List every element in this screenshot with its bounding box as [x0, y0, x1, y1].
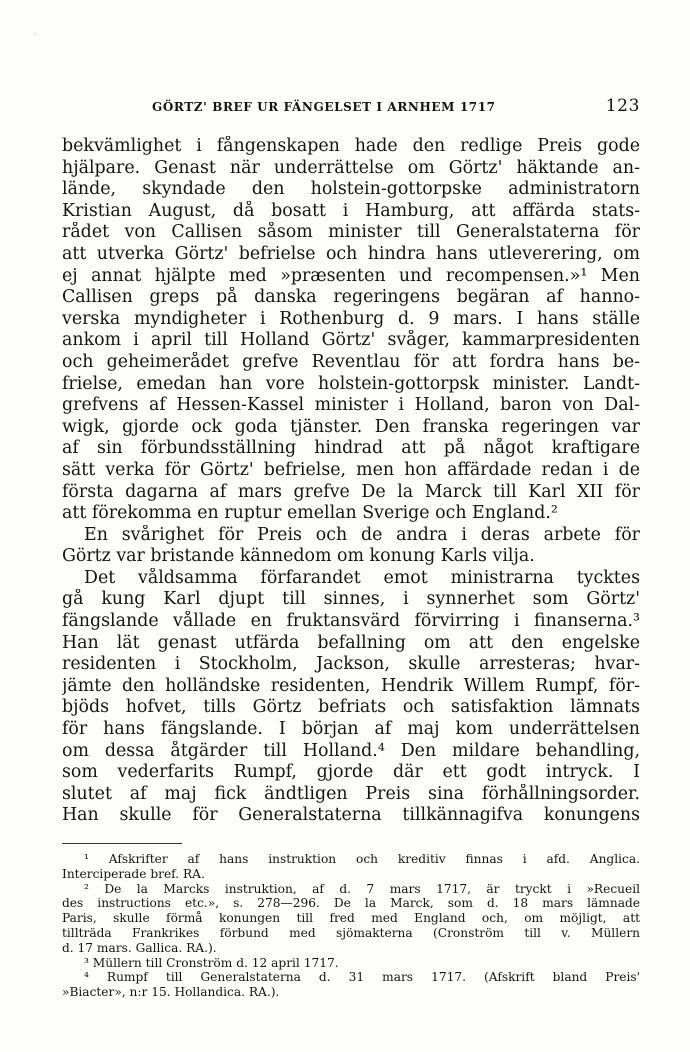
text-line: rådet von Callisen såsom minister till Generalstaterna för [62, 222, 640, 243]
footnote-line: ¹ Afskrifter af hans instruktion och kreditiv finnas i afd. Anglica. [84, 852, 640, 866]
text-line: bjöds hofvet, tills Görtz befriats och satisfaktion lämnats [62, 697, 640, 718]
text-line: ej annat hjälpte med »præsenten und recompensen.»¹ Men [62, 265, 640, 286]
scan-speck: · [34, 30, 37, 39]
book-page [62, 96, 640, 1000]
text-line: Kristian August, då bosatt i Hamburg, att affärda stats- [62, 200, 640, 221]
text-line: wigk, gjorde ock goda tjänster. Den franska regeringen var [62, 416, 640, 437]
text-line: som vederfarits Rumpf, gjorde där ett godt intryck. I [62, 762, 640, 783]
text-line: grefvens af Hessen-Kassel minister i Holland, baron von Dal- [62, 395, 640, 416]
footnote-rule [62, 843, 182, 844]
footnotes [62, 852, 640, 1000]
text-line: bekvämlighet i fångenskapen hade den redlige Preis gode [62, 136, 640, 156]
footnote-line: Paris, skulle förmå konungen till fred med England och, om möjligt, att [62, 911, 640, 926]
text-line: verska myndigheter i Rothenburg d. 9 mars. I hans ställe [62, 308, 640, 329]
text-line: hjälpare. Genast när underrättelse om Görtz' häktande an- [62, 157, 640, 178]
text-line: lände, skyndade den holstein-gottorpske administratorn [62, 179, 640, 200]
text-line: sätt verka för Görtz' befrielse, men hon affärdade redan i de [62, 459, 640, 480]
text-line: Görtz var bristande kännedom om konung Karls vilja. [62, 546, 535, 567]
text-line: om dessa åtgärder till Holland.⁴ Den mildare behandling, [62, 740, 640, 761]
footnote-line: »Biacter», n:r 15. Hollandica. RA.). [62, 985, 280, 1000]
text-line: Han skulle för Generalstaterna tillkännagifva konungens [62, 805, 640, 826]
text-line: att utverka Görtz' befrielse och hindra hans utleverering, om [62, 243, 640, 264]
running-header [62, 96, 640, 122]
footnote-line: d. 17 mars. Gallica. RA.). [62, 940, 217, 955]
text-line: för hans fängslande. I början af maj kom underrättelsen [62, 719, 640, 740]
text-line: första dagarna af mars grefve De la Marck till Karl XII för [62, 481, 640, 502]
text-line: frielse, emedan han vore holstein-gottorpsk minister. Landt- [62, 373, 640, 394]
text-line: att förekomma en ruptur emellan Sverige och England.² [62, 503, 558, 524]
text-line: och geheimerådet grefve Reventlau för att fordra hans be- [62, 351, 640, 372]
text-line: residenten i Stockholm, Jackson, skulle arresteras; hvar- [62, 654, 640, 675]
text-line: slutet af maj fick ändtligen Preis sina förhållningsorder. [62, 783, 640, 804]
text-line: af sin förbundsställning hindrad att på något kraftigare [62, 438, 640, 459]
footnote-line: des instructions etc.», s. 278—296. De la Marck, som d. 18 mars lämnade [62, 896, 640, 911]
text-line: En svårighet för Preis och de andra i deras arbete för [84, 524, 640, 545]
text-line: Det våldsamma förfarandet emot ministrarna tycktes [84, 567, 640, 588]
running-title: GÖRTZ' BREF UR FÄNGELSET I ARNHEM 1717 [152, 100, 496, 114]
text-line: jämte den holländske residenten, Hendrik Willem Rumpf, för- [62, 675, 640, 696]
footnote-line: tillträda Frankrikes förbund med sjömakterna (Cronström till v. Müllern [62, 925, 640, 940]
text-line: Callisen greps på danska regeringens begäran af hanno- [62, 287, 640, 308]
footnote-line: Interciperade bref. RA. [62, 866, 205, 881]
body-text [62, 136, 640, 827]
footnote-line: ⁴ Rumpf till Generalstaterna d. 31 mars 1717. (Afskrift bland Preis' [84, 970, 640, 985]
text-line: Han lät genast utfärda befallning om att den engelske [62, 632, 640, 653]
page-number: 123 [605, 96, 640, 116]
text-line: ankom i april till Holland Görtz' svåger, kammarpresidenten [62, 330, 640, 351]
footnote-line: ² De la Marcks instruktion, af d. 7 mars 1717, är tryckt i »Recueil [84, 881, 640, 896]
text-line: fängslande vållade en fruktansvärd förvirring i finanserna.³ [62, 611, 640, 632]
text-line: gå kung Karl djupt till sinnes, i synnerhet som Görtz' [62, 589, 640, 610]
footnote-line: ³ Müllern till Cronström d. 12 april 1717. [84, 955, 339, 970]
